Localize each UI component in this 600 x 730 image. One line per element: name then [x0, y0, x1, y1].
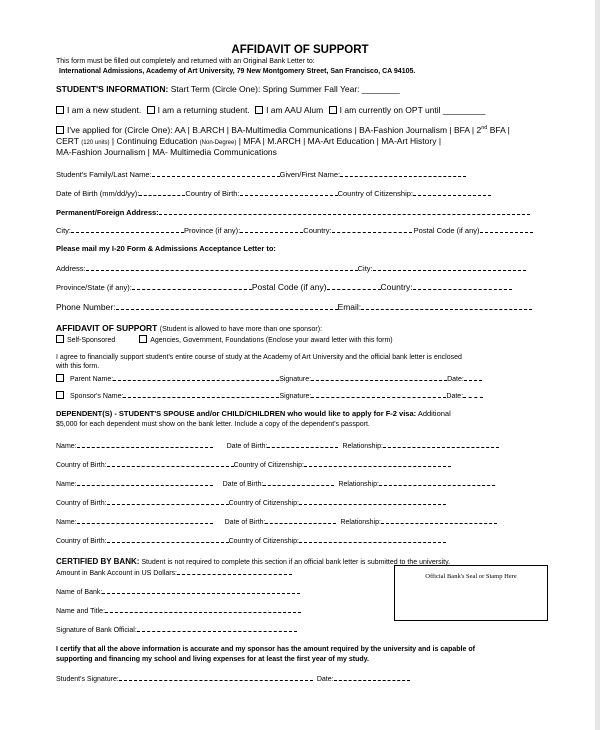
mail-address-row — [56, 264, 526, 273]
dependent-2-dob-field[interactable] — [263, 479, 334, 486]
dependent-2-country-row — [56, 498, 446, 507]
dependent-3-dob-field[interactable] — [265, 517, 336, 524]
city-field[interactable] — [71, 226, 184, 233]
mail-province-field[interactable] — [132, 283, 252, 290]
mailing-address: International Admissions, Academy of Art University, 79 New Montgomery Street, San Francisco, CA 94105. — [59, 68, 416, 75]
dependent-2-country-citizen-label: Country of Citizenship: — [228, 500, 299, 507]
dependent-1-country-citizen-field[interactable] — [304, 460, 451, 467]
bank-signature-row — [56, 625, 297, 634]
bank-name-field[interactable] — [102, 587, 300, 594]
student-signature-field[interactable] — [119, 674, 313, 681]
phone-label: Phone Number: — [56, 302, 116, 312]
parent-date-field[interactable] — [464, 374, 482, 381]
dependent-2-country-citizen-field[interactable] — [299, 498, 446, 505]
family-name-field[interactable] — [152, 170, 280, 177]
degree-line-2 — [56, 137, 441, 146]
country-birth-field[interactable] — [240, 189, 338, 196]
bank-official-row — [56, 606, 301, 615]
dependent-3-relationship-label: Relationship: — [340, 519, 381, 526]
student-date-field[interactable] — [334, 674, 410, 681]
bank-official-name-field[interactable] — [105, 606, 301, 613]
dependent-1-dob-label: Date of Birth: — [226, 443, 268, 450]
bank-heading: CERTIFIED BY BANK: — [56, 557, 140, 566]
mail-heading: Please mail my I-20 Form & Admissions Acceptance Letter to: — [56, 244, 276, 253]
mail-province-label: Province/State (if any): — [56, 283, 132, 292]
family-name-label: Student's Family/Last Name: — [56, 170, 152, 179]
degree-line-3: MA-Fashion Journalism | MA- Multimedia Communications — [56, 147, 277, 157]
sponsor-date-label: Date: — [446, 393, 464, 400]
bank-seal-box[interactable] — [394, 565, 548, 621]
dependent-1-dob-field[interactable] — [267, 441, 338, 448]
mail-postal-field[interactable] — [327, 283, 381, 290]
dependent-2-name-field[interactable] — [77, 479, 213, 486]
mail-city-field[interactable] — [373, 264, 526, 271]
student-info-row — [56, 85, 400, 94]
sponsor-signature-field[interactable] — [311, 391, 446, 398]
birth-row — [56, 189, 491, 198]
dependent-1-country-birth-label: Country of Birth: — [56, 462, 107, 469]
dependent-1-name-label: Name: — [56, 443, 77, 450]
bank-amount-field[interactable] — [177, 568, 292, 575]
parent-signature-label: Signature: — [279, 376, 312, 383]
sponsor-name-field[interactable] — [123, 391, 279, 398]
dependent-2-country-birth-label: Country of Birth: — [56, 500, 107, 507]
affidavit-heading-row — [56, 324, 322, 333]
self-sponsored-label: Self-Sponsored — [67, 337, 116, 344]
dependent-2-relationship-field[interactable] — [379, 479, 495, 486]
city-label: City: — [56, 226, 71, 235]
degree-text-b: BFA | — [487, 125, 510, 135]
dependent-2-row — [56, 479, 495, 488]
contact-row — [56, 303, 532, 312]
bank-amount-row — [56, 568, 292, 577]
province-field[interactable] — [240, 226, 303, 233]
name-row — [56, 170, 466, 179]
province-label: Province (if any): — [184, 226, 241, 235]
dependent-1-row — [56, 441, 499, 450]
parent-name-label: Parent Name: — [70, 376, 114, 383]
bank-official-name-label: Name and Title: — [56, 608, 106, 615]
agencies-checkbox[interactable] — [139, 335, 147, 343]
start-term-field[interactable]: Start Term (Circle One): Spring Summer Fall Year: ________ — [170, 84, 400, 94]
phone-field[interactable] — [116, 303, 338, 310]
sponsor-signature-label: Signature: — [279, 393, 312, 400]
bank-amount-label: Amount in Bank Account in US Dollars: — [56, 570, 178, 577]
perm-address-field[interactable] — [159, 208, 530, 215]
mail-province-row — [56, 283, 512, 292]
aau-alum-checkbox[interactable] — [255, 106, 263, 114]
bank-note: Student is not required to complete this section if an official bank letter is submitted to the university. — [141, 559, 451, 566]
country-citizen-label: Country of Citizenship: — [337, 189, 414, 198]
mail-postal-label: Postal Code (if any) — [251, 282, 327, 292]
sponsor-type-row — [56, 335, 393, 344]
degree-line-1 — [56, 126, 510, 135]
email-field[interactable] — [361, 303, 532, 310]
dependent-1-country-birth-field[interactable] — [107, 460, 234, 467]
bank-signature-field[interactable] — [137, 625, 297, 632]
country-birth-label: Country of Birth: — [185, 189, 240, 198]
country-field[interactable] — [332, 226, 412, 233]
sponsor-checkbox[interactable] — [56, 391, 64, 399]
country-label: Country: — [303, 226, 332, 235]
given-name-label: Given/First Name: — [279, 170, 341, 179]
parent-checkbox[interactable] — [56, 374, 64, 382]
returning-student-label: I am a returning student. — [157, 105, 250, 115]
dob-field[interactable] — [139, 189, 185, 196]
dependent-2-relationship-label: Relationship: — [338, 481, 379, 488]
bank-seal-label: Official Bank's Seal or Stamp Here — [425, 573, 517, 580]
postal-field[interactable] — [480, 226, 533, 233]
returning-student-checkbox[interactable] — [147, 106, 155, 114]
dependent-2-country-birth-field[interactable] — [107, 498, 229, 505]
degree-text-a: I've applied for (Circle One): AA | B.ARCH | BA-Multimedia Communications | BA-Fashion Journalism | BFA | 2 — [67, 125, 482, 135]
parent-name-field[interactable] — [113, 374, 279, 381]
mail-address-field[interactable] — [86, 264, 358, 271]
continuing-ed-label: | Continuing Education — [109, 136, 200, 146]
dependent-3-dob-label: Date of Birth: — [224, 519, 266, 526]
dependents-additional: Additional — [417, 409, 451, 418]
dependents-heading: DEPENDENT(S) - STUDENT'S SPOUSE and/or CHILD/CHILDREN who would like to apply for F-2 visa: — [56, 409, 417, 418]
aau-alum-label: I am AAU Alum — [266, 105, 324, 115]
dependent-1-name-field[interactable] — [77, 441, 213, 448]
dependent-1-relationship-label: Relationship: — [342, 443, 383, 450]
form-title: AFFIDAVIT OF SUPPORT — [231, 44, 369, 56]
city-row — [56, 226, 533, 235]
parent-date-label: Date: — [447, 376, 464, 383]
dependent-1-country-citizen-label: Country of Citizenship: — [233, 462, 304, 469]
bank-signature-label: Signature of Bank Official: — [56, 627, 137, 634]
mail-country-field[interactable] — [413, 283, 512, 290]
student-info-heading: STUDENT'S INFORMATION: — [56, 84, 169, 94]
affidavit-note: (Student is allowed to have more than one sponsor): — [159, 326, 323, 333]
bank-name-row — [56, 587, 300, 596]
grad-degrees-label: | MFA | M.ARCH | MA-Art Education | MA-Art History | — [236, 136, 442, 146]
dob-label: Date of Birth (mm/dd/yy): — [56, 189, 140, 198]
bank-heading-row — [56, 558, 450, 566]
page-edge — [595, 0, 600, 730]
non-degree-label: (Non-Degree) — [199, 140, 237, 146]
degree-checkbox[interactable] — [56, 126, 64, 134]
dependent-3-row — [56, 517, 497, 526]
opt-checkbox[interactable] — [329, 106, 337, 114]
certify-line-2: supporting and financing my school and living expenses for at least the first year of my study. — [56, 656, 369, 663]
degree-sup: nd — [481, 125, 488, 132]
email-label: Email: — [337, 302, 362, 312]
bank-name-label: Name of Bank: — [56, 589, 103, 596]
dependent-3-country-citizen-label: Country of Citizenship: — [228, 538, 299, 545]
opt-label: I am currently on OPT until _________ — [339, 105, 486, 115]
parent-signature-field[interactable] — [311, 374, 447, 381]
self-sponsored-checkbox[interactable] — [56, 335, 64, 343]
student-signature-row — [56, 674, 410, 683]
mail-address-label: Address: — [56, 264, 86, 273]
cert-label: CERT — [56, 136, 82, 146]
perm-address-label: Permanent/Foreign Address: — [56, 208, 159, 217]
agree-line-1: I agree to financially support student's entire course of study at the Academy of Art University and the official bank letter is enclosed — [56, 354, 462, 361]
cert-units: (120 units) — [81, 140, 110, 146]
dependent-2-name-label: Name: — [56, 481, 77, 488]
dependents-note: $5,000 for each dependent must show on the bank letter. Include a copy of the dependent's passport. — [56, 421, 370, 428]
dependent-1-relationship-field[interactable] — [383, 441, 499, 448]
postal-label: Postal Code (if any) — [413, 226, 480, 235]
mail-country-label: Country: — [380, 282, 413, 292]
agencies-label: Agencies, Government, Foundations (Enclose your award letter with this form) — [150, 337, 393, 344]
parent-row — [56, 374, 482, 383]
affidavit-heading: AFFIDAVIT OF SUPPORT — [56, 323, 158, 333]
dependent-1-country-row — [56, 460, 451, 469]
sponsor-row — [56, 391, 483, 400]
mail-city-label: City: — [357, 264, 373, 273]
agree-line-2: with this form. — [56, 363, 100, 370]
new-student-checkbox[interactable] — [56, 106, 64, 114]
dependent-2-dob-label: Date of Birth: — [222, 481, 264, 488]
sponsor-name-label: Sponsor's Name: — [70, 393, 124, 400]
dependent-3-country-birth-field[interactable] — [107, 536, 229, 543]
perm-address-row — [56, 208, 530, 217]
dependent-3-country-citizen-field[interactable] — [299, 536, 446, 543]
intro-text: This form must be filled out completely and returned with an Original Bank Letter to: — [56, 58, 315, 65]
student-date-label: Date: — [316, 676, 334, 683]
certify-line-1: I certify that all the above information is accurate and my sponsor has the amount required by the university and is capable of — [56, 646, 475, 653]
dependent-3-relationship-field[interactable] — [381, 517, 497, 524]
sponsor-date-field[interactable] — [463, 391, 483, 398]
student-signature-label: Student's Signature: — [56, 676, 119, 683]
student-status-row — [56, 106, 485, 115]
given-name-field[interactable] — [340, 170, 466, 177]
dependent-3-name-label: Name: — [56, 519, 77, 526]
dependent-3-name-field[interactable] — [77, 517, 213, 524]
dependent-3-country-birth-label: Country of Birth: — [56, 538, 107, 545]
country-citizen-field[interactable] — [413, 189, 491, 196]
new-student-label: I am a new student. — [67, 105, 142, 115]
dependent-3-country-row — [56, 536, 446, 545]
dependents-heading-row — [56, 410, 451, 418]
